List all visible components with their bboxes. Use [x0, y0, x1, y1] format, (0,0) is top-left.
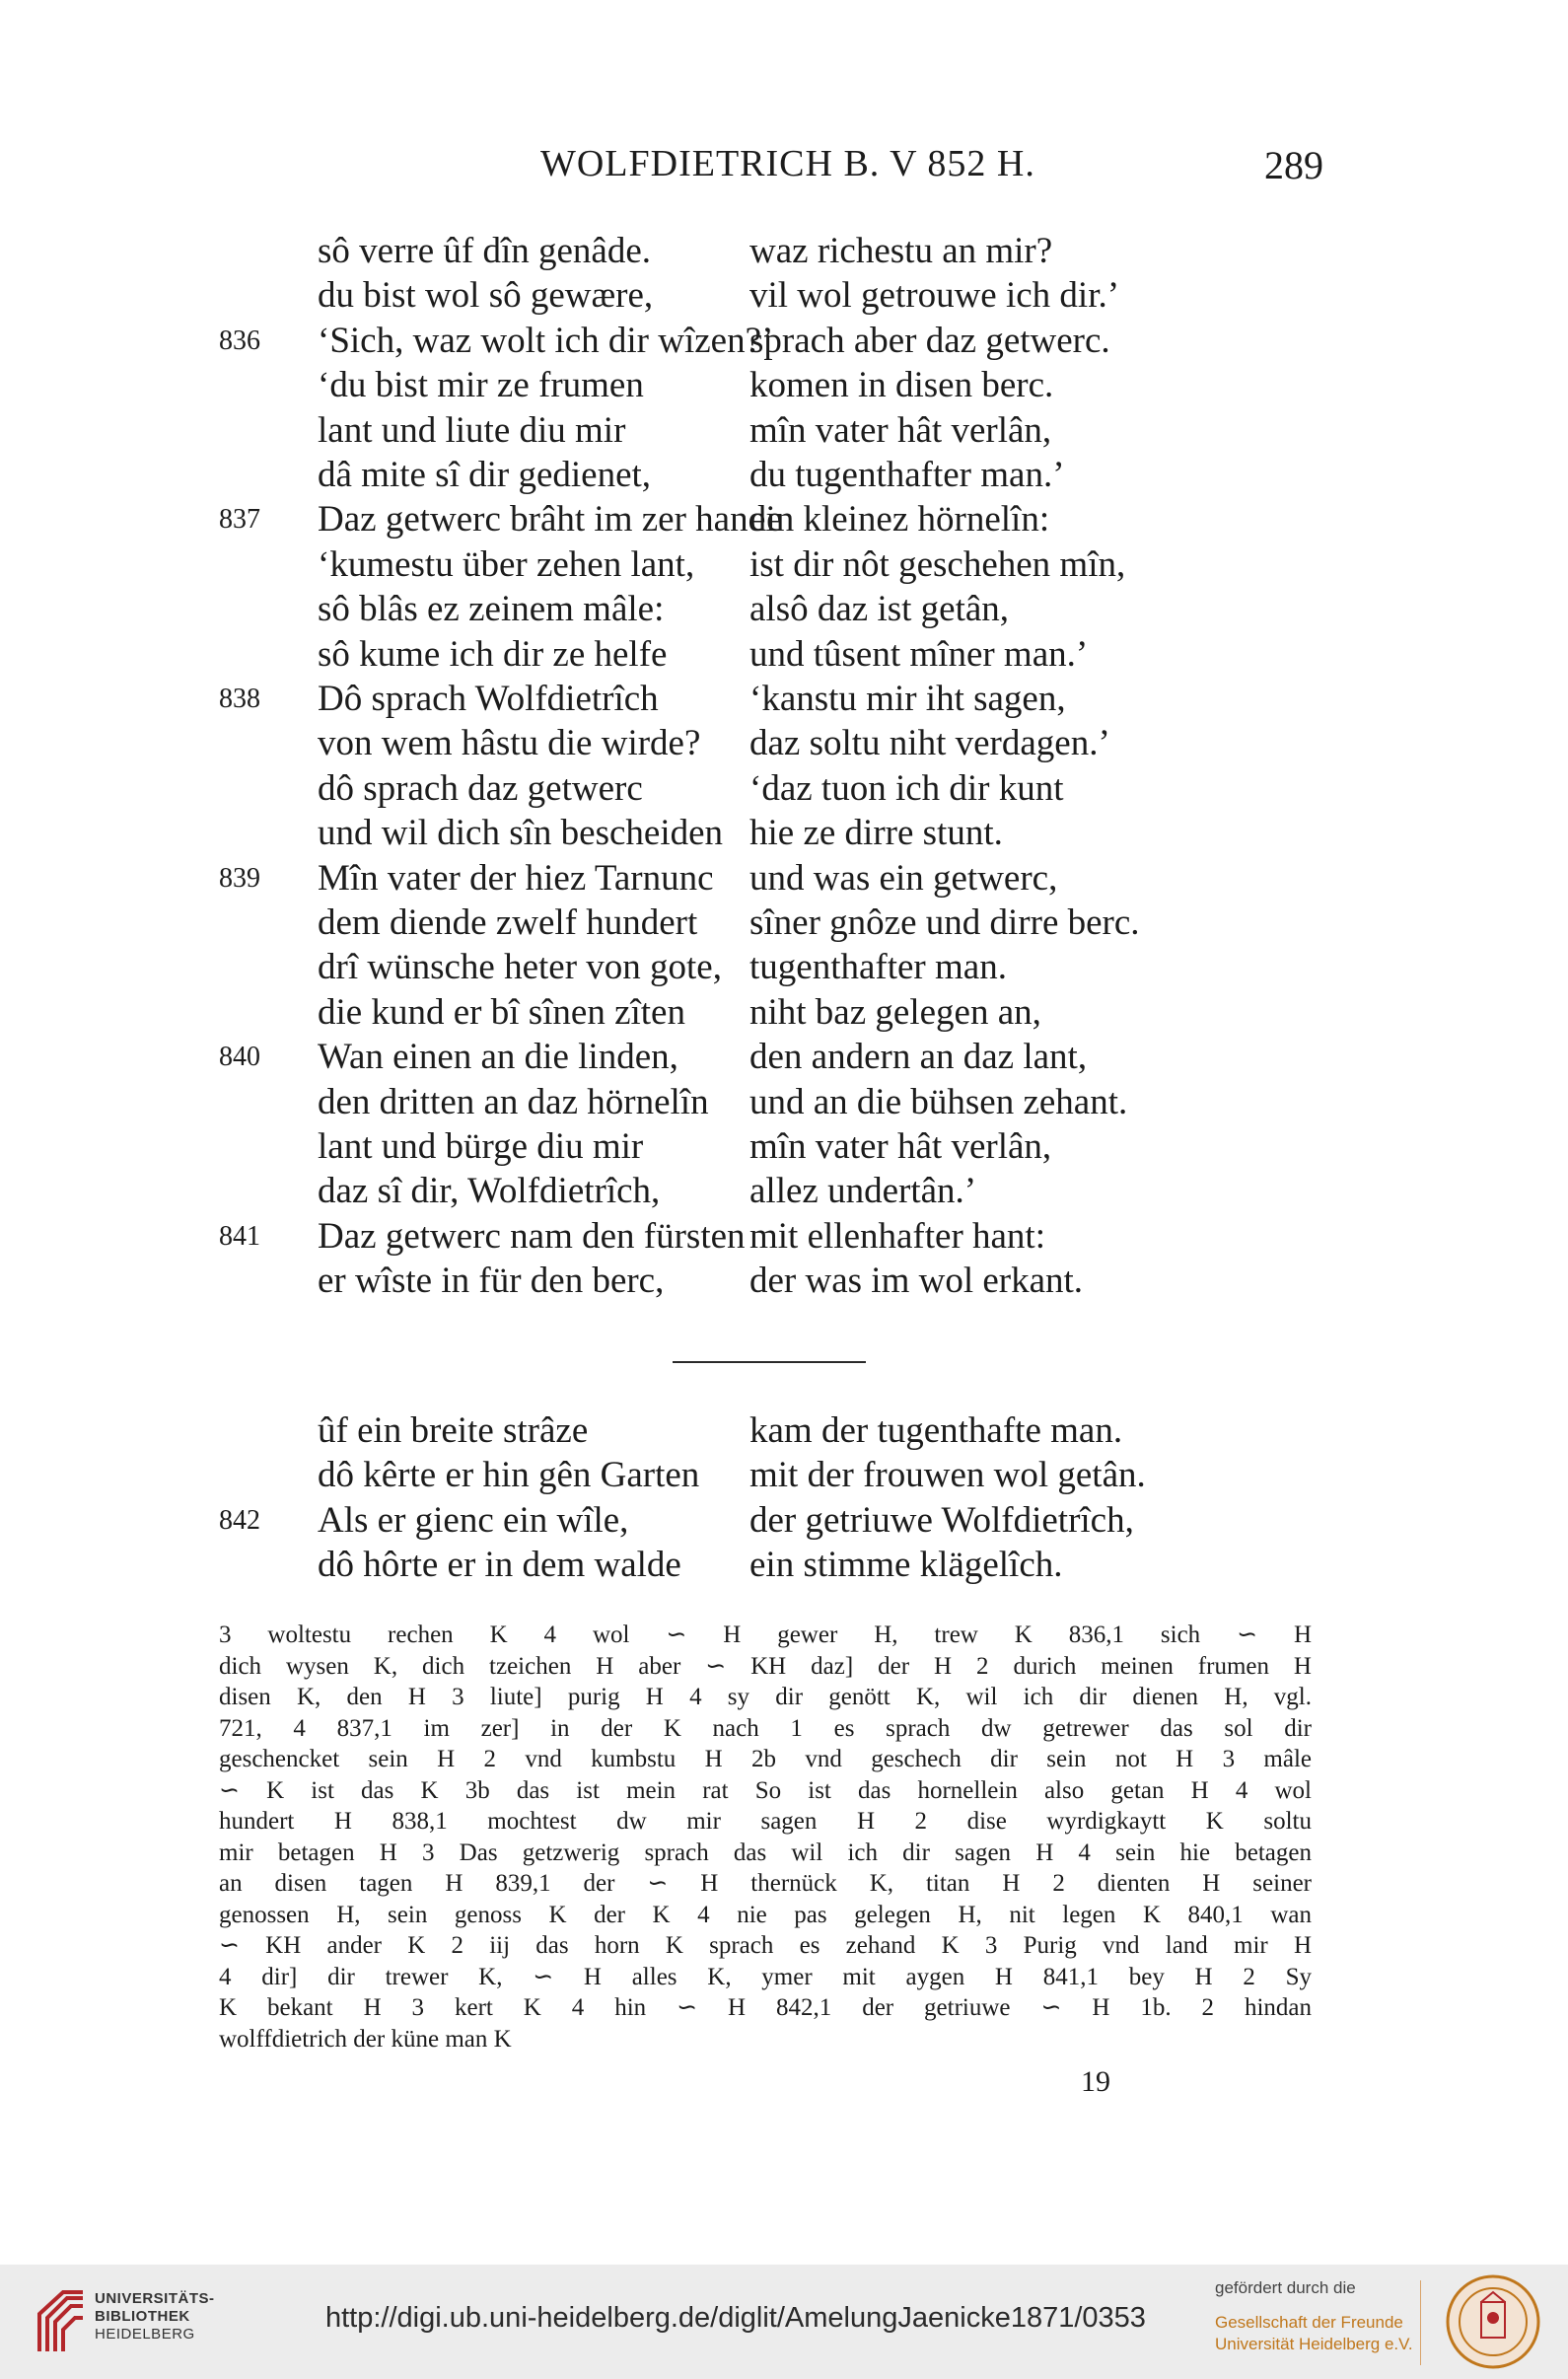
verse-second-half: alsô daz ist getân, [749, 589, 1010, 630]
verse-line [0, 1035, 1568, 1080]
apparatus-line: hundert H 838,1 mochtest dw mir sagen H 2 dise wyrdigkaytt K soltu [219, 1808, 1312, 1835]
verse-first-half: ‘kumestu über zehen lant, [318, 543, 695, 585]
verse-first-half: dô kêrte er hin gên Garten [318, 1455, 700, 1496]
verse-line [0, 1259, 1568, 1304]
sponsor-name [1215, 2312, 1413, 2355]
verse-line [0, 990, 1568, 1036]
verse-line [0, 1498, 1568, 1544]
verse-second-half: der getriuwe Wolfdietrîch, [749, 1499, 1134, 1541]
verse-second-half: mîn vater hât verlân, [749, 409, 1052, 451]
verse-first-half: den dritten an daz hörnelîn [318, 1081, 709, 1122]
verse-line [0, 1169, 1568, 1214]
library-name-line: HEIDELBERG [95, 2326, 195, 2343]
verse-second-half: du tugenthafter man.’ [749, 455, 1065, 495]
verse-first-half: dem diende zwelf hundert [318, 902, 698, 943]
verse-line [0, 587, 1568, 632]
sponsor-name-line: Universität Heidelberg e.V. [1215, 2335, 1413, 2353]
stanza-number: 840 [219, 1042, 260, 1073]
verse-second-half: niht baz gelegen an, [749, 991, 1041, 1033]
verse-second-half: daz soltu niht verdagen.’ [749, 723, 1110, 764]
verse-first-half: du bist wol sô gewære, [318, 275, 654, 317]
verse-second-half: und an die bühsen zehant. [749, 1081, 1128, 1122]
critical-apparatus [219, 1620, 1312, 2055]
university-library-logo-icon [34, 2286, 89, 2357]
stanza-number: 836 [219, 324, 260, 356]
verse-first-half: ûf ein breite strâze [318, 1410, 589, 1451]
verse-first-half: drî wünsche heter von gote, [318, 947, 722, 988]
verse-first-half: sô blâs ez zeinem mâle: [318, 589, 665, 630]
verse-line [0, 856, 1568, 901]
verse-second-half: der was im wol erkant. [749, 1261, 1084, 1302]
viewer-footer [0, 2265, 1568, 2379]
verse-second-half: ‘daz tuon ich dir kunt [749, 767, 1064, 809]
verse-first-half: dô sprach daz getwerc [318, 767, 643, 809]
page-number: 289 [1264, 143, 1323, 187]
verse-first-half: sô kume ich dir ze helfe [318, 633, 668, 675]
verse-line [0, 363, 1568, 408]
verse-first-half: sô verre ûf dîn genâde. [318, 231, 652, 271]
university-seal-icon [1444, 2272, 1542, 2371]
verse-line [0, 811, 1568, 856]
verse-second-half: allez undertân.’ [749, 1171, 977, 1212]
verse-second-half: ein kleinez hörnelîn: [749, 499, 1050, 541]
apparatus-line: 3 woltestu rechen K 4 wol ∽ H gewer H, trew K 836,1 sich ∽ H [219, 1622, 1312, 1648]
verse-line [0, 542, 1568, 588]
verse-second-half: waz richestu an mir? [749, 231, 1053, 271]
apparatus-line: dich wysen K, dich tzeichen H aber ∽ KH daz] der H 2 durich meinen frumen H [219, 1652, 1312, 1680]
verse-first-half: daz sî dir, Wolfdietrîch, [318, 1171, 661, 1212]
verse-first-half: Daz getwerc brâht im zer hande [318, 499, 783, 541]
verse-second-half: mîn vater hât verlân, [749, 1126, 1052, 1167]
verse-second-half: ein stimme klägelîch. [749, 1545, 1063, 1586]
stanza-number: 842 [219, 1504, 260, 1536]
verse-line [0, 1408, 1568, 1454]
running-title: WOLFDIETRICH B. V 852 H. [540, 143, 1035, 184]
verse-first-half: ‘Sich, waz wolt ich dir wîzen?’ [318, 320, 774, 361]
apparatus-line: 721, 4 837,1 im zer] in der K nach 1 es sprach dw getrewer das sol dir [219, 1714, 1312, 1742]
stanza-number: 841 [219, 1220, 260, 1252]
library-name [95, 2290, 215, 2343]
verse-second-half: ist dir nôt geschehen mîn, [749, 543, 1126, 585]
verse-first-half: Dô sprach Wolfdietrîch [318, 679, 659, 719]
verse-second-half: sîner gnôze und dirre berc. [749, 902, 1140, 943]
verse-line [0, 1453, 1568, 1498]
verse-line [0, 1124, 1568, 1170]
apparatus-line: 4 dir] dir trewer K, ∽ H alles K, ymer mit aygen H 841,1 bey H 2 Sy [219, 1963, 1312, 1990]
page-header [0, 138, 1568, 197]
apparatus-line: K bekant H 3 kert K 4 hin ∽ H 842,1 der getriuwe ∽ H 1b. 2 hindan [219, 1994, 1312, 2021]
verse-first-half: er wîste in für den berc, [318, 1261, 665, 1302]
apparatus-line: disen K, den H 3 liute] purig H 4 sy dir genött K, wil ich dir dienen H, vgl. [219, 1684, 1312, 1710]
apparatus-line: geschencket sein H 2 vnd kumbstu H 2b vnd geschech dir sein not H 3 mâle [219, 1746, 1312, 1772]
funded-by-label: gefördert durch die [1215, 2278, 1356, 2297]
verse-first-half: Wan einen an die linden, [318, 1037, 678, 1078]
library-name-line: BIBLIOTHEK [95, 2308, 190, 2325]
printer-signature: 19 [1081, 2065, 1110, 2098]
verse-second-half: komen in disen berc. [749, 365, 1054, 406]
stanza-number: 837 [219, 504, 260, 536]
verse-second-half: kam der tugenthafte man. [749, 1410, 1123, 1451]
verse-line [0, 1214, 1568, 1260]
verse-first-half: ‘du bist mir ze frumen [318, 365, 644, 406]
verse-first-half: Mîn vater der hiez Tarnunc [318, 857, 714, 899]
verse-second-half: mit der frouwen wol getân. [749, 1455, 1146, 1496]
verse-second-half: mit ellenhafter hant: [749, 1215, 1045, 1257]
verse-first-half: lant und bürge diu mir [318, 1126, 644, 1167]
verse-line [0, 1080, 1568, 1125]
verse-first-half: die kund er bî sînen zîten [318, 991, 685, 1033]
library-name-line: UNIVERSITÄTS- [95, 2290, 215, 2307]
verse-second-half: ‘kanstu mir iht sagen, [749, 679, 1066, 719]
permalink-url[interactable]: http://digi.ub.uni-heidelberg.de/diglit/AmelungJaenicke1871/0353 [325, 2302, 1146, 2334]
verse-first-half: dô hôrte er in dem walde [318, 1545, 681, 1586]
stanza-number: 839 [219, 862, 260, 894]
verse-line [0, 901, 1568, 946]
verse-line [0, 497, 1568, 542]
verse-first-half: Als er gienc ein wîle, [318, 1499, 629, 1541]
apparatus-line: mir betagen H 3 Das getzwerig sprach das wil ich dir sagen H 4 sein hie betagen [219, 1838, 1312, 1866]
verse-line [0, 721, 1568, 766]
verse-second-half: den andern an daz lant, [749, 1037, 1088, 1078]
apparatus-line: genossen H, sein genoss K der K 4 nie pas gelegen H, nit legen K 840,1 wan [219, 1901, 1312, 1928]
verse-first-half: dâ mite sî dir gedienet, [318, 455, 652, 495]
verse-line [0, 453, 1568, 498]
verse-line [0, 766, 1568, 812]
verse-second-half: und tûsent mîner man.’ [749, 633, 1089, 675]
verse-line [0, 677, 1568, 722]
apparatus-line: wolffdietrich der küne man K [219, 2025, 512, 2053]
verse-first-half: lant und liute diu mir [318, 409, 626, 451]
apparatus-line: ∽ K ist das K 3b das ist mein rat So ist das hornellein also getan H 4 wol [219, 1776, 1312, 1804]
verse-line [0, 319, 1568, 364]
stanza-number: 838 [219, 684, 260, 714]
section-divider [673, 1361, 866, 1363]
verse-second-half: hie ze dirre stunt. [749, 813, 1003, 854]
sponsor-name-line: Gesellschaft der Freunde [1215, 2313, 1403, 2332]
verse-first-half: Daz getwerc nam den fürsten [318, 1215, 746, 1257]
verse-second-half: und was ein getwerc, [749, 857, 1058, 899]
verse-line [0, 408, 1568, 454]
apparatus-line: an disen tagen H 839,1 der ∽ H thernück K, titan H 2 dienten H seiner [219, 1870, 1312, 1897]
footer-divider [1420, 2280, 1421, 2365]
verse-second-half: vil wol getrouwe ich dir.’ [749, 275, 1120, 317]
verse-line [0, 273, 1568, 319]
verse-first-half: und wil dich sîn bescheiden [318, 813, 724, 854]
verse-second-half: tugenthafter man. [749, 947, 1007, 988]
verse-line [0, 1543, 1568, 1588]
verse-first-half: von wem hâstu die wirde? [318, 723, 701, 764]
verse-second-half: sprach aber daz getwerc. [749, 320, 1110, 361]
apparatus-line: ∽ KH ander K 2 iij das horn K sprach es zehand K 3 Purig vnd land mir H [219, 1932, 1312, 1959]
verse-line [0, 945, 1568, 990]
verse-line [0, 632, 1568, 678]
verse-line [0, 229, 1568, 274]
